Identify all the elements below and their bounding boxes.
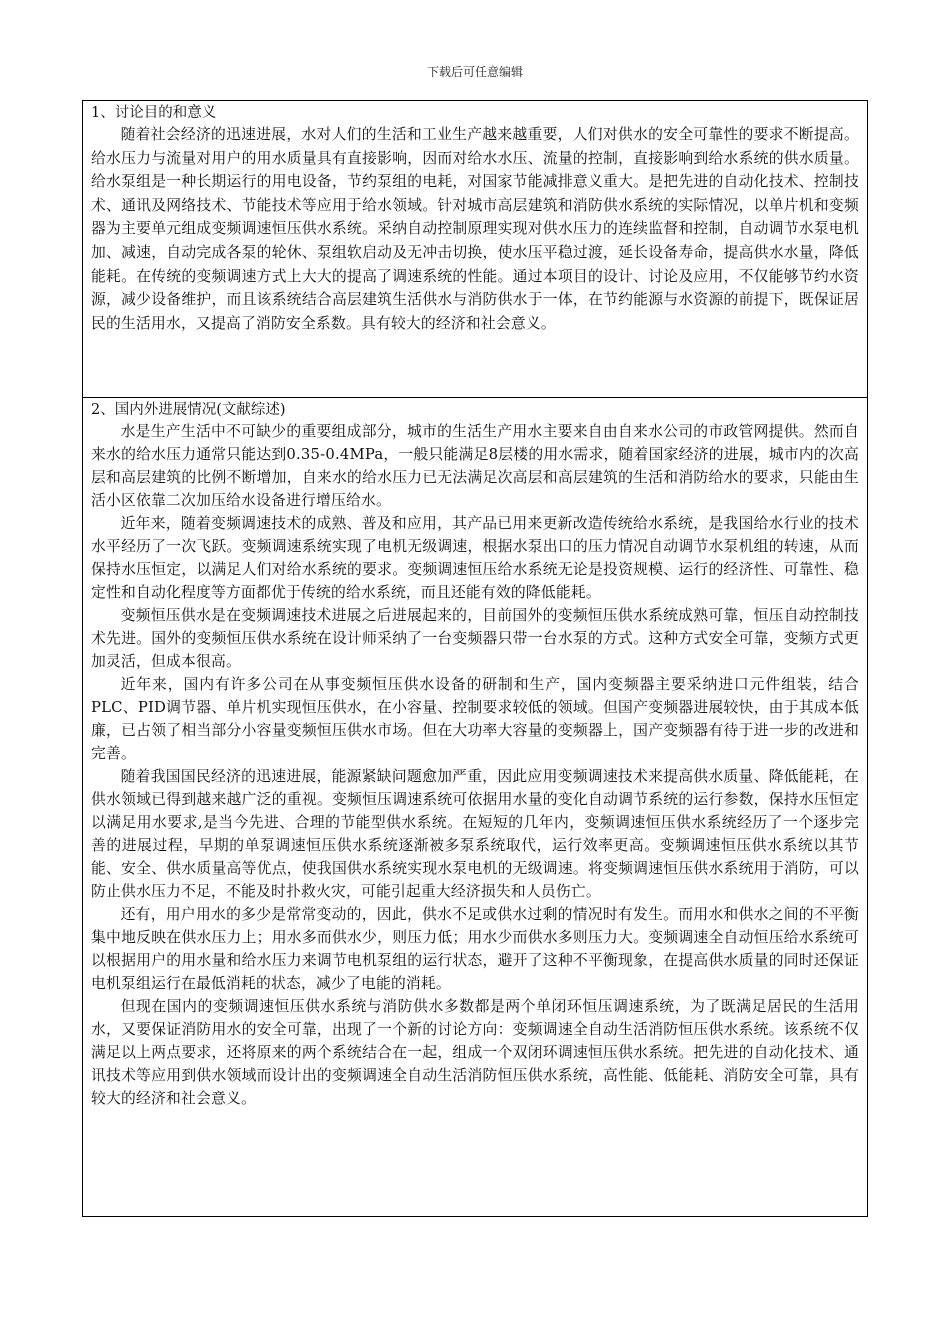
- paragraph: 还有，用户用水的多少是常常变动的，因此，供水不足或供水过剩的情况时有发生。而用水和供水之间的不平衡集中地反映在供水压力上；用水多而供水少，则压力低；用水少而供水多则压力大。变频调速全自动恒压给水系统可以根据用户的用水量和给水压力来调节电机泵组的运行状态，避开了这种不平衡现象，在提高供水质量的同时还保证电机泵组运行在最低消耗的状态，减少了电能的消耗。: [91, 906, 859, 992]
- paragraph: 变频恒压供水是在变频调速技术进展之后进展起来的，目前国外的变频恒压供水系统成熟可靠，恒压自动控制技术先进。国外的变频恒压供水系统在设计师采纳了一台变频器只带一台水泵的方式。这种方式安全可靠，变频方式更加灵活，但成本很高。: [91, 607, 859, 670]
- paragraph: 水是生产生活中不可缺少的重要组成部分，城市的生活生产用水主要来自由自来水公司的市政管网提供。然而自来水的给水压力通常只能达到0.35-0.4MPa，一般只能满足8层楼的用水需求，随着国家经济的进展，城市内的次高层和高层建筑的比例不断增加，自来水的给水压力已无法满足次高层和高层建筑的生活和消防给水的要求，只能由生活小区依靠二次加压给水设备进行增压给水。: [91, 423, 859, 509]
- document-table: [82, 100, 868, 1217]
- paragraph: 随着社会经济的迅速进展，水对人们的生活和工业生产越来越重要，人们对供水的安全可靠性的要求不断提高。给水压力与流量对用户的用水质量具有直接影响，因而对给水水压、流量的控制，直接影响到给水系统的供水质量。给水泵组是一种长期运行的用电设备，节约泵组的电耗，对国家节能减排意义重大。是把先进的自动化技术、控制技术、通讯及网络技术、节能技术等应用于给水领域。针对城市高层建筑和消防供水系统的实际情况，以单片机和变频器为主要单元组成变频调速恒压供水系统。采纳自动控制原理实现对供水压力的连续监督和控制，自动调节水泵电机加、减速，自动完成各泵的轮休、泵组软启动及无冲击切换，使水压平稳过渡，延长设备寿命，提高供水水量，降低能耗。在传统的变频调速方式上大大的提高了调速系统的性能。通过本项目的设计、讨论及应用，不仅能够节约水资源，减少设备维护，而且该系统结合高层建筑生活供水与消防供水于一体，在节约能源与水资源的前提下，既保证居民的生活用水，又提高了消防安全系数。具有较大的经济和社会意义。: [91, 126, 859, 332]
- section-title: 1、讨论目的和意义: [91, 105, 217, 121]
- paragraph: 随着我国国民经济的迅速进展，能源紧缺问题愈加严重，因此应用变频调速技术来提高供水质量、降低能耗，在供水领域已得到越来越广泛的重视。变频恒压调速系统可依据用水量的变化自动调节系统的运行参数，保持水压恒定以满足用水要求,是当今先进、合理的节能型供水系统。在短短的几年内，变频调速恒压供水系统经历了一个逐步完善的进展过程，早期的单泵调速恒压供水系统逐渐被多泵系统取代，运行效率更高。变频调速恒压供水系统以其节能、安全、供水质量高等优点，使我国供水系统实现水泵电机的无级调速。将变频调速恒压供水系统用于消防，可以防止供水压力不足，不能及时扑救火灾，可能引起重大经济损失和人员伤亡。: [91, 768, 859, 900]
- section-title: 2、国内外进展情况(文献综述): [91, 402, 286, 418]
- paragraph: 近年来，国内有许多公司在从事变频恒压供水设备的研制和生产，国内变频器主要采纳进口元件组装，结合PLC、PID调节器、单片机实现恒压供水，在小容量、控制要求较低的领域。但国产变频器进展较快，由于其成本低廉，已占领了相当部分小容量变频恒压供水市场。但在大功率大容量的变频器上，国产变频器有待于进一步的改进和完善。: [91, 676, 859, 762]
- page-header: 下载后可任意编辑: [426, 65, 523, 79]
- section-research-purpose: [83, 101, 868, 398]
- section-literature-review: [83, 398, 868, 1217]
- paragraph: 但现在国内的变频调速恒压供水系统与消防供水多数都是两个单闭环恒压调速系统，为了既满足居民的生活用水，又要保证消防用水的安全可靠，出现了一个新的讨论方向：变频调速全自动生活消防恒压供水系统。该系统不仅满足以上两点要求，还将原来的两个系统结合在一起，组成一个双闭环调速恒压供水系统。把先进的自动化技术、通讯技术等应用到供水领域而设计出的变频调速全自动生活消防恒压供水系统，高性能、低能耗、消防安全可靠，具有较大的经济和社会意义。: [91, 998, 859, 1107]
- paragraph: 近年来，随着变频调速技术的成熟、普及和应用，其产品已用来更新改造传统给水系统，是我国给水行业的技术水平经历了一次飞跃。变频调速系统实现了电机无级调速，根据水泵出口的压力情况自动调节水泵机组的转速，从而保持水压恒定，以满足人们对给水系统的要求。变频调速恒压给水系统无论是投资规模、运行的经济性、可靠性、稳定性和自动化程度等方面都优于传统的给水系统，而且还能有效的降低能耗。: [91, 515, 859, 601]
